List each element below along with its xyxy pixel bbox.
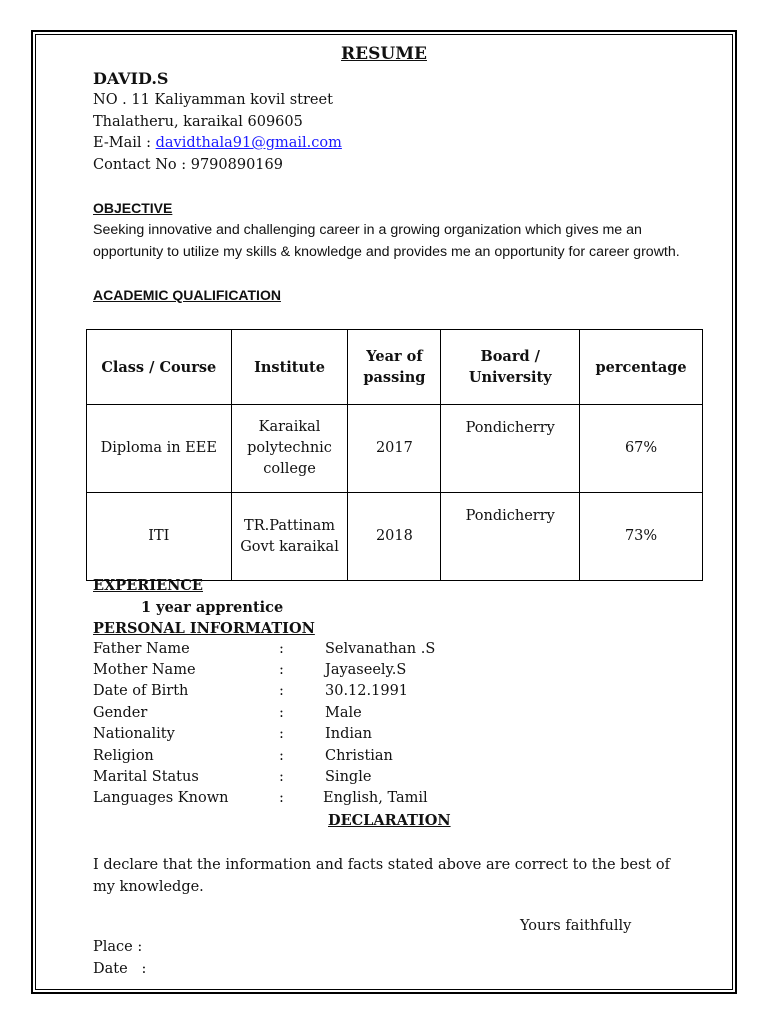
address-line-2: Thalatheru, karaikal 609605	[93, 114, 303, 130]
objective-text: Seeking innovative and challenging career in a growing organization which gives me an opportunity to utilize my skills & knowledge and provides me an opportunity for career growth.	[93, 222, 680, 260]
info-colon: :	[279, 726, 284, 742]
header-cell: Class / Course	[87, 330, 232, 405]
table-cell: 67%	[580, 405, 703, 493]
header-cell: Year of passing	[348, 330, 441, 405]
info-value: English, Tamil	[323, 790, 428, 806]
info-value: Christian	[325, 748, 393, 764]
closing-yours-faithfully: Yours faithfully	[520, 918, 632, 934]
info-label: Nationality	[93, 726, 175, 742]
experience-heading: EXPERIENCE	[93, 577, 203, 594]
table-cell: 2017	[348, 405, 441, 493]
academic-heading: ACADEMIC QUALIFICATION	[93, 287, 281, 303]
candidate-name: DAVID.S	[93, 69, 169, 88]
info-colon: :	[279, 705, 284, 721]
info-label: Marital Status	[93, 769, 199, 785]
info-value: Jayaseely.S	[325, 662, 407, 678]
info-colon: :	[279, 790, 284, 806]
header-cell: percentage	[580, 330, 703, 405]
email-link[interactable]: davidthala91@gmail.com	[155, 135, 342, 151]
info-value: Single	[325, 769, 372, 785]
declaration-heading: DECLARATION	[328, 812, 451, 829]
table-cell: TR.Pattinam Govt karaikal	[231, 493, 348, 581]
email-line	[93, 135, 342, 151]
info-colon: :	[279, 748, 284, 764]
academic-table	[86, 329, 703, 581]
info-colon: :	[279, 769, 284, 785]
contact-number: Contact No : 9790890169	[93, 157, 283, 173]
info-label: Gender	[93, 705, 148, 721]
info-colon: :	[279, 641, 284, 657]
info-label: Father Name	[93, 641, 190, 657]
objective-heading: OBJECTIVE	[93, 200, 173, 216]
info-value: Male	[325, 705, 362, 721]
header-cell: Institute	[231, 330, 348, 405]
declaration-text: I declare that the information and facts stated above are correct to the best of my knowledge.	[93, 857, 670, 895]
address-line-1: NO . 11 Kaliyamman kovil street	[93, 92, 333, 108]
info-label: Mother Name	[93, 662, 196, 678]
info-label: Languages Known	[93, 790, 229, 806]
info-label: Religion	[93, 748, 154, 764]
experience-text: 1 year apprentice	[141, 599, 284, 616]
table-row	[87, 493, 703, 581]
table-cell: Diploma in EEE	[87, 405, 232, 493]
table-cell: Karaikal polytechnic college	[231, 405, 348, 493]
info-colon: :	[279, 662, 284, 678]
place-label: Place :	[93, 939, 143, 955]
table-cell: Pondicherry	[441, 405, 580, 493]
date-label: Date :	[93, 961, 147, 977]
info-colon: :	[279, 683, 284, 699]
info-value: Selvanathan .S	[325, 641, 436, 657]
info-value: Indian	[325, 726, 372, 742]
table-row	[87, 405, 703, 493]
table-cell: ITI	[87, 493, 232, 581]
personal-heading: PERSONAL INFORMATION	[93, 620, 315, 637]
table-cell: 2018	[348, 493, 441, 581]
header-cell: Board / University	[441, 330, 580, 405]
table-header-row	[87, 330, 703, 405]
table-cell: Pondicherry	[441, 493, 580, 581]
email-label: E-Mail :	[93, 135, 156, 151]
table-cell: 73%	[580, 493, 703, 581]
info-value: 30.12.1991	[325, 683, 409, 699]
info-label: Date of Birth	[93, 683, 189, 699]
resume-title: RESUME	[341, 44, 427, 64]
